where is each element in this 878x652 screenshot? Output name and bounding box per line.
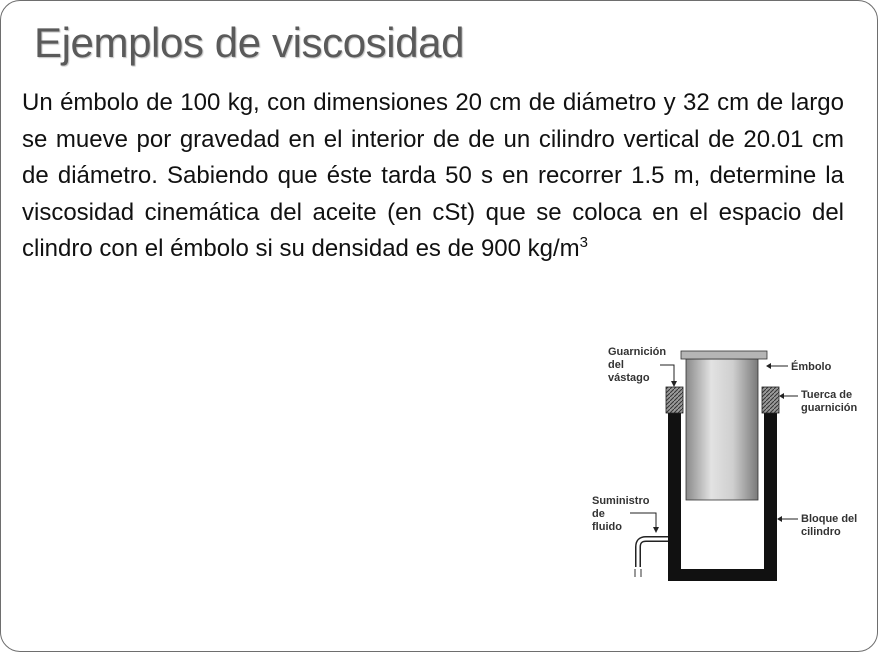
problem-exponent: 3 — [579, 234, 589, 251]
piston-cylinder-diagram — [586, 341, 871, 586]
slide-title: Ejemplos de viscosidad — [34, 19, 465, 66]
supply-pipe — [635, 539, 668, 577]
label-guarnicion: Guarnición del vástago — [608, 346, 667, 384]
label-embolo: Émbolo — [791, 361, 832, 373]
problem-statement — [22, 85, 844, 268]
label-bloque: Bloque del cilindro — [801, 513, 858, 538]
piston — [681, 351, 767, 500]
label-suministro: Suministro de fluido — [592, 495, 650, 533]
label-tuerca: Tuerca de guarnición — [801, 389, 858, 414]
problem-text: Un émbolo de 100 kg, con dimensiones 20 cm de diámetro y 32 cm de largo se mueve por gravedad en el interior de de un cilindro vertical de 20.01 cm de diámetro. Sabiendo que éste tarda 50 s en recorrer 1.5 m, determine la viscosidad cinemática del aceite (en cSt) que se coloca en el espacio del clindro con el émbolo si su densidad es de 900 kg/m — [22, 89, 844, 262]
